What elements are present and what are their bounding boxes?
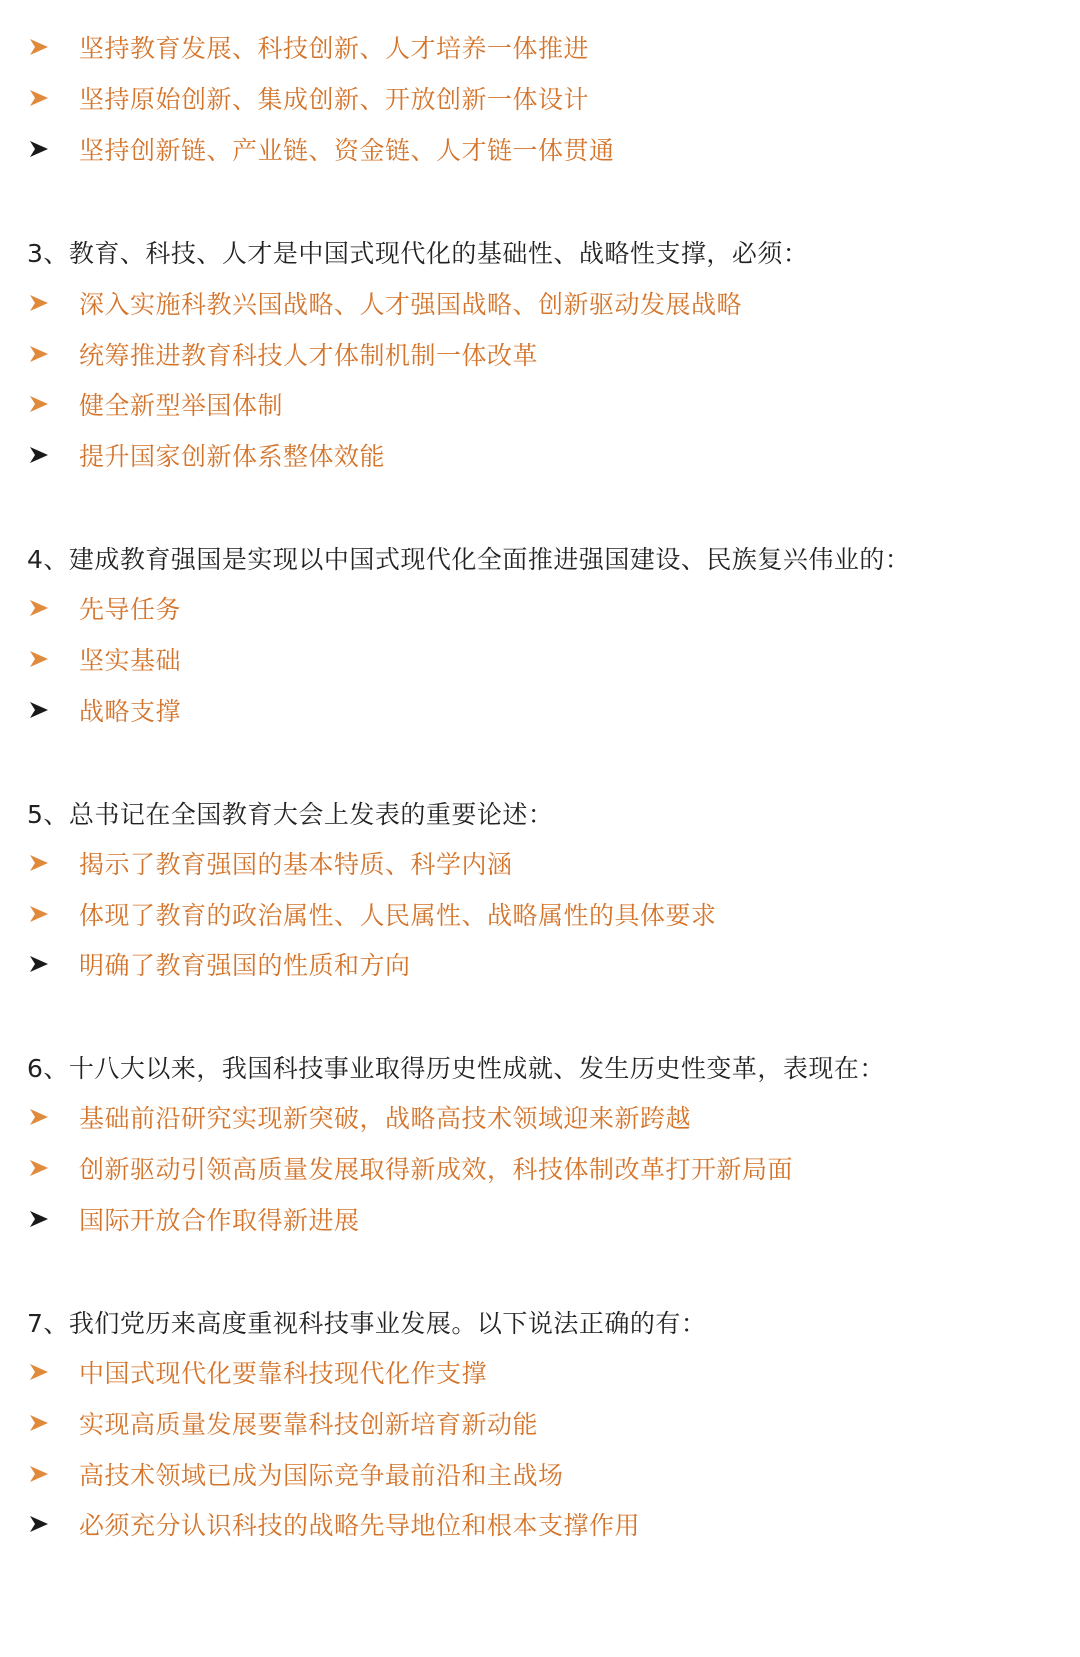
option-text: 统筹推进教育科技人才体制机制一体改革 bbox=[79, 341, 539, 370]
arrowhead-bullet-icon bbox=[28, 444, 50, 466]
arrowhead-bullet-icon bbox=[28, 1361, 50, 1383]
option-text: 坚持原始创新、集成创新、开放创新一体设计 bbox=[79, 85, 590, 114]
arrowhead-bullet-icon bbox=[28, 1463, 50, 1485]
question-text: 7、我们党历来高度重视科技事业发展。以下说法正确的有： bbox=[27, 1309, 707, 1338]
arrowhead-bullet-icon bbox=[28, 292, 50, 314]
option-text: 深入实施科教兴国战略、人才强国战略、创新驱动发展战略 bbox=[79, 290, 743, 319]
option-text: 高技术领域已成为国际竞争最前沿和主战场 bbox=[79, 1461, 564, 1490]
question-text: 4、建成教育强国是实现以中国式现代化全面推进强国建设、民族复兴伟业的： bbox=[27, 545, 911, 574]
option-text: 基础前沿研究实现新突破，战略高技术领域迎来新跨越 bbox=[79, 1104, 692, 1133]
option-text: 揭示了教育强国的基本特质、科学内涵 bbox=[79, 850, 513, 879]
arrowhead-bullet-icon bbox=[28, 138, 50, 160]
arrowhead-bullet-icon bbox=[28, 1106, 50, 1128]
option-text: 提升国家创新体系整体效能 bbox=[79, 442, 386, 471]
option-text: 坚持创新链、产业链、资金链、人才链一体贯通 bbox=[79, 136, 615, 165]
arrowhead-bullet-icon bbox=[28, 597, 50, 619]
arrowhead-bullet-icon bbox=[28, 1412, 50, 1434]
option-text: 中国式现代化要靠科技现代化作支撑 bbox=[79, 1359, 488, 1388]
arrowhead-bullet-icon bbox=[28, 903, 50, 925]
arrowhead-bullet-icon bbox=[28, 1157, 50, 1179]
option-text: 先导任务 bbox=[79, 595, 182, 624]
arrowhead-bullet-icon bbox=[28, 1208, 50, 1230]
arrowhead-bullet-icon bbox=[28, 36, 50, 58]
option-text: 必须充分认识科技的战略先导地位和根本支撑作用 bbox=[79, 1511, 641, 1540]
question-text: 5、总书记在全国教育大会上发表的重要论述： bbox=[27, 800, 554, 829]
option-text: 战略支撑 bbox=[79, 697, 182, 726]
option-text: 体现了教育的政治属性、人民属性、战略属性的具体要求 bbox=[79, 901, 717, 930]
option-text: 创新驱动引领高质量发展取得新成效，科技体制改革打开新局面 bbox=[79, 1155, 794, 1184]
option-text: 明确了教育强国的性质和方向 bbox=[79, 951, 411, 980]
question-text: 6、十八大以来，我国科技事业取得历史性成就、发生历史性变革，表现在： bbox=[27, 1054, 885, 1083]
arrowhead-bullet-icon bbox=[28, 87, 50, 109]
arrowhead-bullet-icon bbox=[28, 852, 50, 874]
option-text: 坚持教育发展、科技创新、人才培养一体推进 bbox=[79, 34, 590, 63]
option-text: 健全新型举国体制 bbox=[79, 391, 284, 420]
arrowhead-bullet-icon bbox=[28, 393, 50, 415]
arrowhead-bullet-icon bbox=[28, 1513, 50, 1535]
option-text: 实现高质量发展要靠科技创新培育新动能 bbox=[79, 1410, 539, 1439]
option-text: 坚实基础 bbox=[79, 646, 182, 675]
arrowhead-bullet-icon bbox=[28, 648, 50, 670]
question-text: 3、教育、科技、人才是中国式现代化的基础性、战略性支撑，必须： bbox=[27, 239, 809, 268]
arrowhead-bullet-icon bbox=[28, 699, 50, 721]
option-text: 国际开放合作取得新进展 bbox=[79, 1206, 360, 1235]
arrowhead-bullet-icon bbox=[28, 953, 50, 975]
arrowhead-bullet-icon bbox=[28, 343, 50, 365]
